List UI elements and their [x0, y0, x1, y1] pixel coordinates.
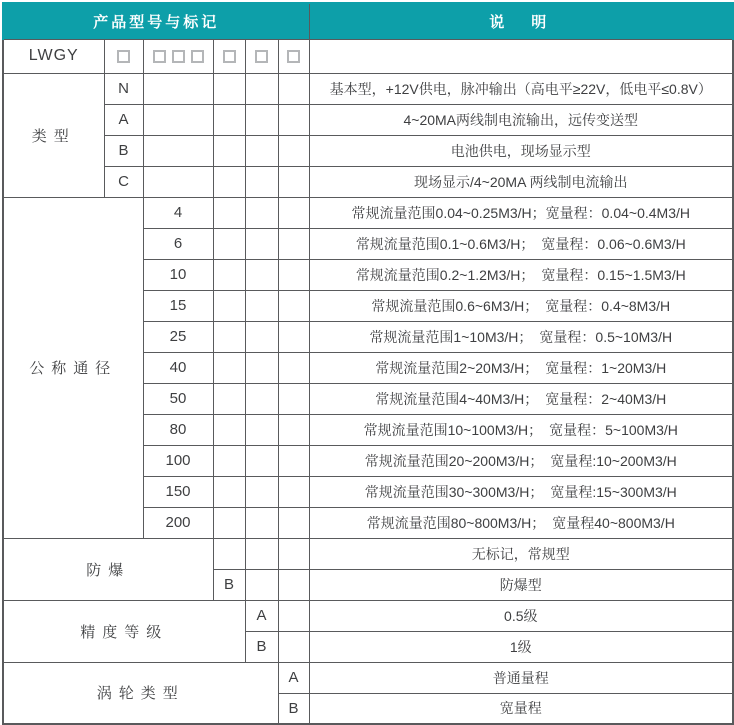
- description-cell: 常规流量范围0.1~0.6M3/H； 宽量程：0.06~0.6M3/H: [309, 228, 733, 259]
- table-row: [3, 538, 733, 569]
- code-placeholder-box: [191, 50, 204, 63]
- code-cell: 6: [143, 228, 213, 259]
- model-name: LWGY: [3, 39, 104, 73]
- code-placeholder-box: [172, 50, 185, 63]
- description-cell: 4~20MA两线制电流输出，远传变送型: [309, 104, 733, 135]
- empty-cell: [245, 228, 278, 259]
- code-cell: [213, 538, 245, 569]
- description-cell: 常规流量范围30~300M3/H； 宽量程:15~300M3/H: [309, 476, 733, 507]
- model-heading: 产品型号与标记: [3, 3, 309, 39]
- code-placeholder-box: [153, 50, 166, 63]
- table-row: [3, 135, 733, 166]
- empty-cell: [278, 569, 309, 600]
- description-cell: 基本型，+12V供电，脉冲输出（高电平≥22V，低电平≤0.8V）: [309, 73, 733, 104]
- table-row: [3, 600, 733, 631]
- empty-cell: [245, 73, 278, 104]
- code-cell: A: [104, 104, 143, 135]
- empty-cell: [213, 507, 245, 538]
- empty-cell: [213, 445, 245, 476]
- header-row: [3, 3, 733, 39]
- description-cell: 1级: [309, 631, 733, 662]
- empty-cell: [213, 228, 245, 259]
- table-row: [3, 73, 733, 104]
- empty-cell: [278, 445, 309, 476]
- empty-cell: [278, 600, 309, 631]
- description-cell: 现场显示/4~20MA 两线制电流输出: [309, 166, 733, 197]
- empty-cell: [245, 321, 278, 352]
- table-row: [3, 197, 733, 228]
- code-cell: 80: [143, 414, 213, 445]
- empty-cell: [245, 476, 278, 507]
- empty-cell: [245, 538, 278, 569]
- empty-cell: [143, 135, 213, 166]
- code-placeholder-box: [117, 50, 130, 63]
- description-cell: 常规流量范围80~800M3/H； 宽量程40~800M3/H: [309, 507, 733, 538]
- description-cell: 常规流量范围20~200M3/H； 宽量程:10~200M3/H: [309, 445, 733, 476]
- empty-cell: [278, 135, 309, 166]
- description-heading: 说 明: [309, 3, 733, 39]
- empty-cell: [245, 445, 278, 476]
- empty-cell: [278, 631, 309, 662]
- code-cell: 10: [143, 259, 213, 290]
- empty-cell: [278, 414, 309, 445]
- section-label-explosion-proof: 防爆: [3, 538, 213, 600]
- empty-cell: [213, 290, 245, 321]
- code-cell: 50: [143, 383, 213, 414]
- description-cell: 无标记，常规型: [309, 538, 733, 569]
- empty-cell: [143, 166, 213, 197]
- empty-cell: [245, 569, 278, 600]
- empty-cell: [278, 352, 309, 383]
- code-cell: B: [104, 135, 143, 166]
- empty-cell: [278, 507, 309, 538]
- description-cell: 宽量程: [309, 693, 733, 724]
- empty-cell: [245, 290, 278, 321]
- section-label-type: 类型: [3, 73, 104, 197]
- empty-cell: [278, 290, 309, 321]
- section-label-accuracy: 精度等级: [3, 600, 245, 662]
- empty-cell: [278, 383, 309, 414]
- description-cell: 0.5级: [309, 600, 733, 631]
- empty-cell: [278, 228, 309, 259]
- description-cell: 常规流量范围0.2~1.2M3/H； 宽量程：0.15~1.5M3/H: [309, 259, 733, 290]
- description-cell: 普通量程: [309, 662, 733, 693]
- empty-cell: [213, 259, 245, 290]
- table-row: [3, 104, 733, 135]
- empty-cell: [278, 104, 309, 135]
- description-cell: 常规流量范围4~40M3/H； 宽量程：2~40M3/H: [309, 383, 733, 414]
- description-cell: 常规流量范围10~100M3/H； 宽量程：5~100M3/H: [309, 414, 733, 445]
- empty-cell: [245, 383, 278, 414]
- empty-cell: [213, 352, 245, 383]
- description-cell: 电池供电，现场显示型: [309, 135, 733, 166]
- empty-cell: [213, 135, 245, 166]
- code-cell: 25: [143, 321, 213, 352]
- type-code-placeholder-cell: [104, 39, 143, 73]
- empty-cell: [245, 135, 278, 166]
- turbine-code-placeholder-cell: [278, 39, 309, 73]
- product-model-spec-table: [2, 2, 734, 725]
- empty-cell: [278, 538, 309, 569]
- empty-cell: [143, 104, 213, 135]
- diameter-code-placeholder-cell: [143, 39, 213, 73]
- empty-cell: [213, 321, 245, 352]
- description-cell: 常规流量范围1~10M3/H； 宽量程：0.5~10M3/H: [309, 321, 733, 352]
- code-placeholder-box: [287, 50, 300, 63]
- description-cell: 常规流量范围2~20M3/H； 宽量程：1~20M3/H: [309, 352, 733, 383]
- code-cell: C: [104, 166, 143, 197]
- code-cell: B: [213, 569, 245, 600]
- code-cell: N: [104, 73, 143, 104]
- explosion-code-placeholder-cell: [213, 39, 245, 73]
- table-row: [3, 166, 733, 197]
- description-cell: 防爆型: [309, 569, 733, 600]
- empty-cell: [245, 414, 278, 445]
- code-cell: 4: [143, 197, 213, 228]
- empty-cell: [278, 259, 309, 290]
- code-cell: A: [245, 600, 278, 631]
- empty-cell: [213, 166, 245, 197]
- empty-cell: [245, 352, 278, 383]
- empty-cell: [245, 197, 278, 228]
- empty-cell: [278, 321, 309, 352]
- code-cell: 200: [143, 507, 213, 538]
- empty-cell: [213, 383, 245, 414]
- empty-cell: [213, 104, 245, 135]
- code-cell: 100: [143, 445, 213, 476]
- description-cell: 常规流量范围0.04~0.25M3/H；宽量程：0.04~0.4M3/H: [309, 197, 733, 228]
- empty-cell: [278, 476, 309, 507]
- description-cell: 常规流量范围0.6~6M3/H； 宽量程：0.4~8M3/H: [309, 290, 733, 321]
- empty-cell: [213, 73, 245, 104]
- section-label-turbine-type: 涡轮类型: [3, 662, 278, 724]
- code-cell: 15: [143, 290, 213, 321]
- code-cell: A: [278, 662, 309, 693]
- empty-cell: [278, 166, 309, 197]
- empty-cell: [245, 104, 278, 135]
- section-label-diameter: 公称通径: [3, 197, 143, 538]
- code-placeholder-box: [223, 50, 236, 63]
- model-code-row: [3, 39, 733, 73]
- empty-cell: [245, 259, 278, 290]
- code-cell: 150: [143, 476, 213, 507]
- empty-description-cell: [309, 39, 733, 73]
- code-cell: B: [245, 631, 278, 662]
- code-cell: B: [278, 693, 309, 724]
- empty-cell: [213, 476, 245, 507]
- empty-cell: [213, 197, 245, 228]
- empty-cell: [245, 507, 278, 538]
- empty-cell: [213, 414, 245, 445]
- table-row: [3, 662, 733, 693]
- empty-cell: [143, 73, 213, 104]
- accuracy-code-placeholder-cell: [245, 39, 278, 73]
- code-cell: 40: [143, 352, 213, 383]
- empty-cell: [278, 197, 309, 228]
- empty-cell: [245, 166, 278, 197]
- code-placeholder-box: [255, 50, 268, 63]
- empty-cell: [278, 73, 309, 104]
